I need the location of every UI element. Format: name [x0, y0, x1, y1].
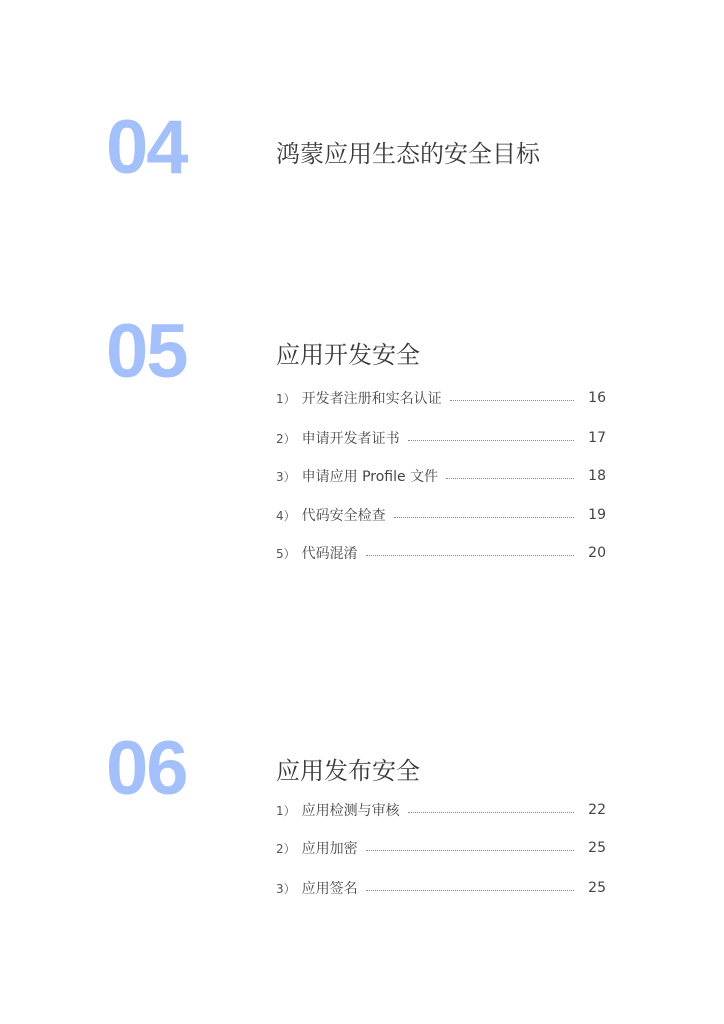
section-title: 鸿蒙应用生态的安全目标	[276, 140, 540, 168]
toc-entry-label: 申请应用 Profile 文件	[301, 469, 439, 485]
dot-leader	[450, 400, 574, 401]
toc-entry[interactable]	[276, 878, 606, 898]
toc-entry[interactable]	[276, 838, 606, 858]
toc-entry-label: 代码混淆	[301, 546, 358, 562]
toc-entry[interactable]	[276, 800, 606, 820]
toc-entry[interactable]	[276, 505, 606, 525]
toc-entry[interactable]	[276, 428, 606, 448]
section-number: 06	[106, 726, 187, 811]
toc-entry-label: 应用加密	[301, 841, 358, 857]
dot-leader	[446, 478, 574, 479]
toc-entry-label: 代码安全检查	[301, 508, 386, 524]
toc-entry-label: 开发者注册和实名认证	[301, 391, 442, 407]
toc-entry-page: 22	[588, 802, 606, 818]
toc-entry-label: 申请开发者证书	[301, 431, 400, 447]
dot-leader	[366, 555, 574, 556]
toc-entry-page: 25	[588, 840, 606, 856]
toc-entry-page: 17	[588, 430, 606, 446]
toc-entry[interactable]	[276, 388, 606, 408]
toc-entry-page: 25	[588, 880, 606, 896]
toc-entry-page: 19	[588, 507, 606, 523]
toc-entry-page: 18	[588, 468, 606, 484]
toc-entry-index: 1）	[276, 391, 296, 406]
toc-entry-label: 应用检测与审核	[301, 803, 400, 819]
dot-leader	[408, 440, 574, 441]
toc-entry-label: 应用签名	[301, 881, 358, 897]
section-number: 05	[106, 309, 187, 394]
section-title: 应用开发安全	[276, 341, 420, 369]
toc-entry-index: 3）	[276, 881, 296, 896]
dot-leader	[366, 850, 574, 851]
toc-entry-index: 1）	[276, 803, 296, 818]
dot-leader	[366, 890, 574, 891]
toc-entry-index: 3）	[276, 469, 296, 484]
toc-entry-index: 4）	[276, 508, 296, 523]
dot-leader	[408, 812, 574, 813]
toc-entry[interactable]	[276, 543, 606, 563]
toc-entry-page: 20	[588, 545, 606, 561]
toc-entry[interactable]	[276, 466, 606, 486]
dot-leader	[394, 517, 574, 518]
toc-entry-index: 2）	[276, 431, 296, 446]
toc-entry-index: 5）	[276, 546, 296, 561]
section-title: 应用发布安全	[276, 757, 420, 785]
toc-entry-index: 2）	[276, 841, 296, 856]
toc-entry-page: 16	[588, 390, 606, 406]
section-number: 04	[106, 105, 187, 190]
